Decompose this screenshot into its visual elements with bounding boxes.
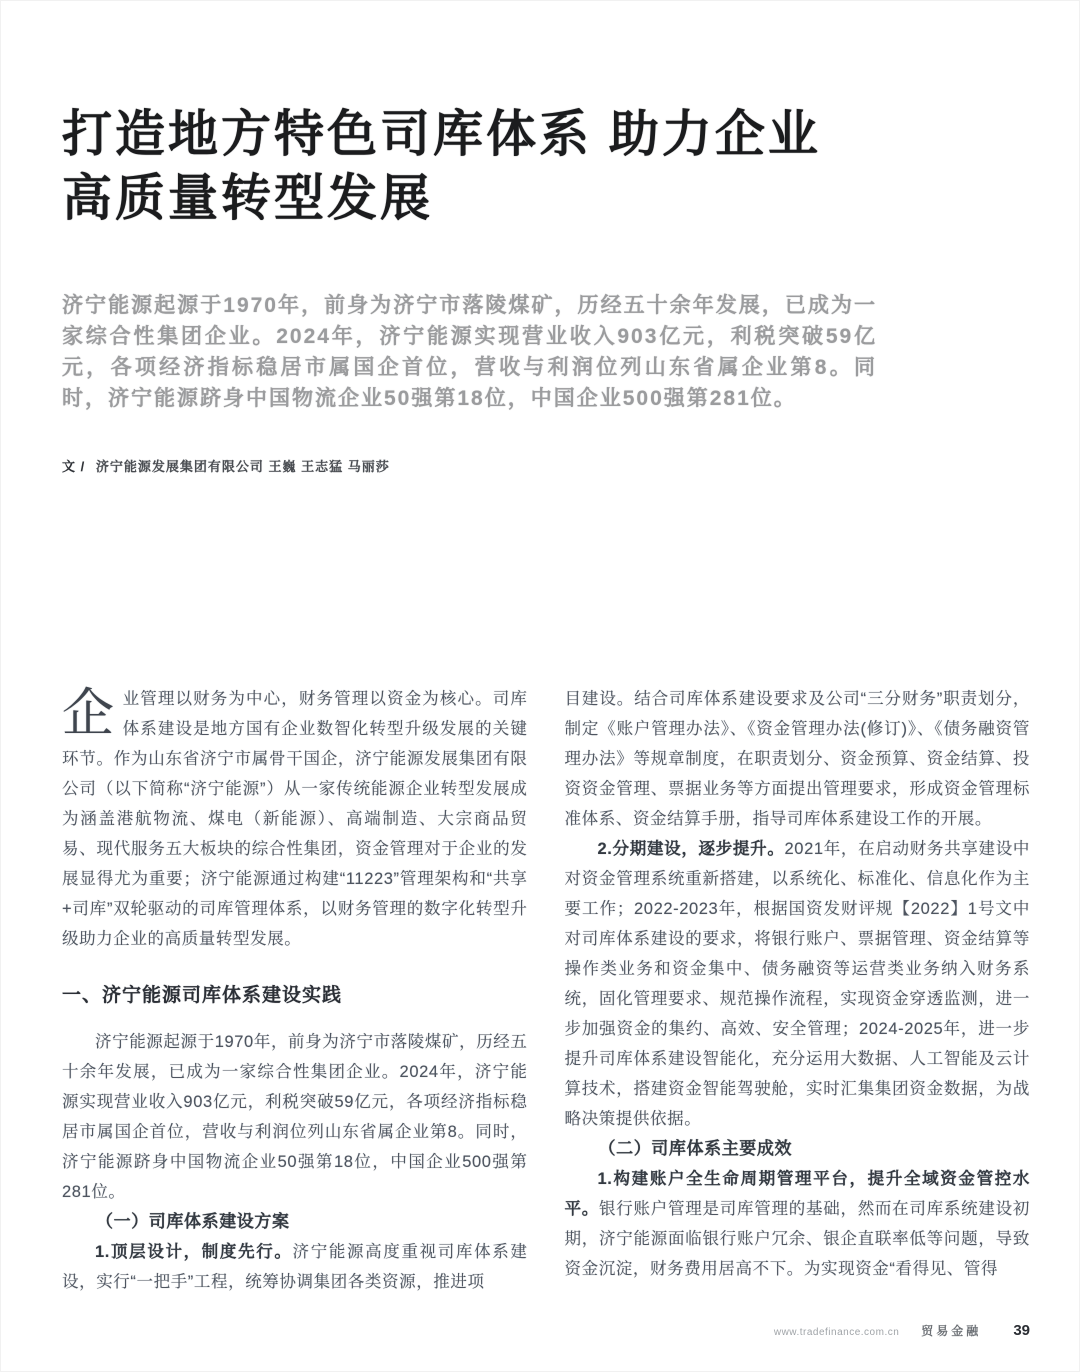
footer-website: www.tradefinance.com.cn: [773, 1327, 900, 1338]
sub-heading: （二）司库体系主要成效: [598, 1139, 793, 1158]
section-heading: 一、济宁能源司库体系建设实践: [62, 985, 343, 1006]
intro-paragraph: 济宁能源起源于1970年，前身为济宁市落陵煤矿，历经五十余年发展，已成为一家综合性集团企业。2024年，济宁能源实现营业收入903亿元，利税突破59亿元，各项经济指标稳居市属国企首位，营收与利润位列山东省属企业第8。同时，济宁能源跻身中国物流企业50强第18位，中国企业500强第281位。: [62, 294, 877, 410]
title-line-1: 打造地方特色司库体系 助力企业: [62, 106, 821, 162]
page-title: [62, 102, 962, 230]
body-paragraph: 1.顶层设计，制度先行。济宁能源高度重视司库体系建设，实行“一把手”工程，统筹协调集团各类资源，推进项: [62, 1243, 528, 1291]
byline: [62, 456, 390, 475]
footer-page-number: 39: [1013, 1322, 1030, 1339]
byline-label: 文 /: [62, 459, 86, 474]
right-column: [565, 684, 1031, 1306]
footer-magazine-name: 贸易金融: [921, 1324, 982, 1338]
body-paragraph: 1.构建账户全生命周期管理平台，提升全域资金管控水平。银行账户管理是司库管理的基础，然而在司库系统建设初期，济宁能源面临银行账户冗余、银企直联率低等问题，导致资金沉淀，财务费用居高不下。为实现资金“看得见、管得: [564, 1170, 1030, 1278]
paragraph-lead: 1.构建账户全生命周期管理平台，提升全域资金管控水平。: [564, 1170, 1030, 1218]
paragraph-lead: 1.顶层设计，制度先行。: [95, 1243, 293, 1261]
article-body: [62, 684, 1030, 1306]
body-paragraph: 企业管理以财务为中心，财务管理以资金为核心。司库体系建设是地方国有企业数智化转型升级发展的关键环节。作为山东省济宁市属骨干国企，济宁能源发展集团有限公司（以下简称“济宁能源”）从一家传统能源企业转型发展成为涵盖港航物流、煤电（新能源）、高端制造、大宗商品贸易、现代服务五大板块的综合性集团，资金管理对于企业的发展显得尤为重要；济宁能源通过构建“11223”管理架构和“共享+司库”双轮驱动的司库管理体系，以财务管理的数字化转型升级助力企业的高质量转型发展。: [62, 685, 528, 948]
sub-heading: （一）司库体系建设方案: [96, 1212, 290, 1231]
footer: [774, 1322, 1030, 1339]
body-paragraph: 济宁能源起源于1970年，前身为济宁市落陵煤矿，历经五十余年发展，已成为一家综合性集团企业。2024年，济宁能源实现营业收入903亿元，利税突破59亿元，各项经济指标稳居市属国企首位，营收与利润位列山东省属企业第8。同时，济宁能源跻身中国物流企业50强第18位，中国企业500强第281位。: [62, 1033, 528, 1201]
title-line-2: 高质量转型发展: [62, 170, 433, 226]
byline-authors: 济宁能源发展集团有限公司 王巍 王志猛 马丽莎: [95, 459, 390, 474]
left-column: [62, 684, 528, 1306]
body-paragraph: 2.分期建设，逐步提升。2021年，在启动财务共享建设中对资金管理系统重新搭建，以系统化、标准化、信息化作为主要工作；2022-2023年，根据国资发财评规【2022】1号文中对司库体系建设的要求，将银行账户、票据管理、资金结算等操作类业务和资金集中、债务融资等运营类业务纳入财务系统，固化管理要求、规范操作流程，实现资金穿透监测，进一步加强资金的集约、高效、安全管理；2024-2025年，进一步提升司库体系建设智能化，充分运用大数据、人工智能及云计算技术，搭建资金智能驾驶舱，实时汇集集团资金数据，为战略决策提供依据。: [564, 840, 1030, 1128]
body-paragraph: 目建设。结合司库体系建设要求及公司“三分财务”职责划分，制定《账户管理办法》、《资金管理办法(修订)》、《债务融资管理办法》等规章制度，在职责划分、资金预算、资金结算、投资资金管理、票据业务等方面提出管理要求，形成资金管理标准体系、资金结算手册，指导司库体系建设工作的开展。: [564, 690, 1030, 828]
paragraph-lead: 2.分期建设，逐步提升。: [597, 840, 785, 858]
drop-cap: 企: [62, 685, 115, 743]
